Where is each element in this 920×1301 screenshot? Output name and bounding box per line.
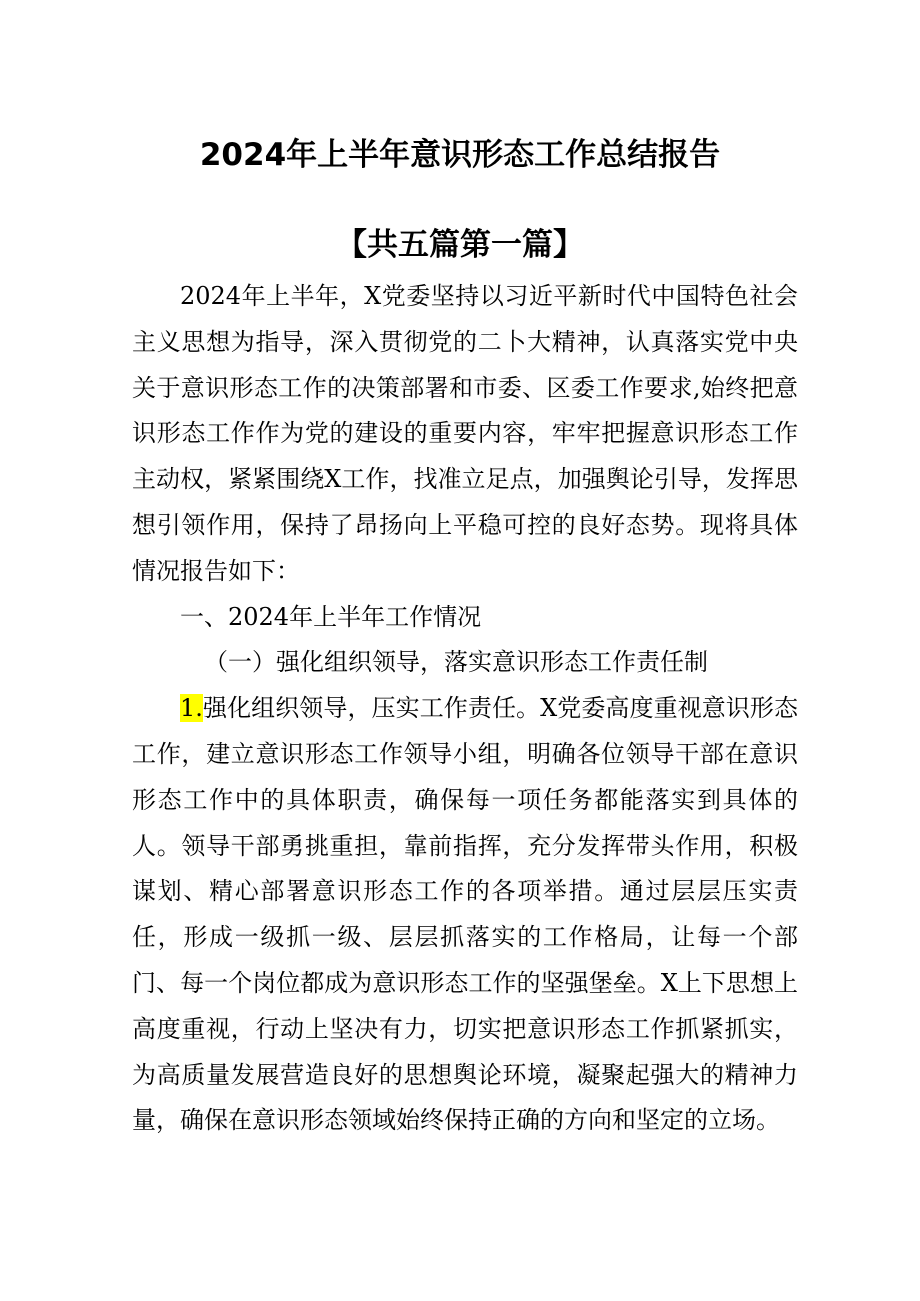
section-heading: 一、2024年上半年工作情况 [180, 602, 482, 631]
item-number-highlight: 1. [180, 694, 203, 723]
document-subtitle: 【共五篇第一篇】 [336, 227, 584, 263]
subsection-heading: （一）强化组织领导，落实意识形态工作责任制 [204, 648, 708, 677]
item-paragraph [132, 686, 798, 1144]
intro-paragraph: 2024年上半年，X党委坚持以习近平新时代中国特色社会主义思想为指导，深入贯彻党的二卜大精神，认真落实党中央关于意识形态工作的决策部署和市委、区委工作要求,始终把意识形态工作作为党的建设的重要内容，牢牢把握意识形态工作主动权，紧紧围绕X工作，找准立足点，加强舆论引导，发挥思想引领作用，保持了昂扬向上平稳可控的良好态势。现将具体情况报告如下： [132, 282, 798, 585]
document-body [132, 274, 798, 1144]
document-title: 2024年上半年意识形态工作总结报告 [199, 137, 721, 173]
item-paragraph-text: 强化组织领导，压实工作责任。X党委高度重视意识形态工作，建立意识形态工作领导小组，明确各位领导干部在意识形态工作中的具体职责，确保每一项任务都能落实到具体的人。领导干部勇挑重担，靠前指挥，充分发挥带头作用，积极谋划、精心部署意识形态工作的各项举措。通过层层压实责任，形成一级抓一级、层层抓落实的工作格局，让每一个部门、每一个岗位都成为意识形态工作的坚强堡垒。X上下思想上高度重视，行动上坚决有力，切实把意识形态工作抓紧抓实，为高质量发展营造良好的思想舆论环境，凝聚起强大的精神力量，确保在意识形态领域始终保持正确的方向和坚定的立场。 [132, 694, 798, 1135]
